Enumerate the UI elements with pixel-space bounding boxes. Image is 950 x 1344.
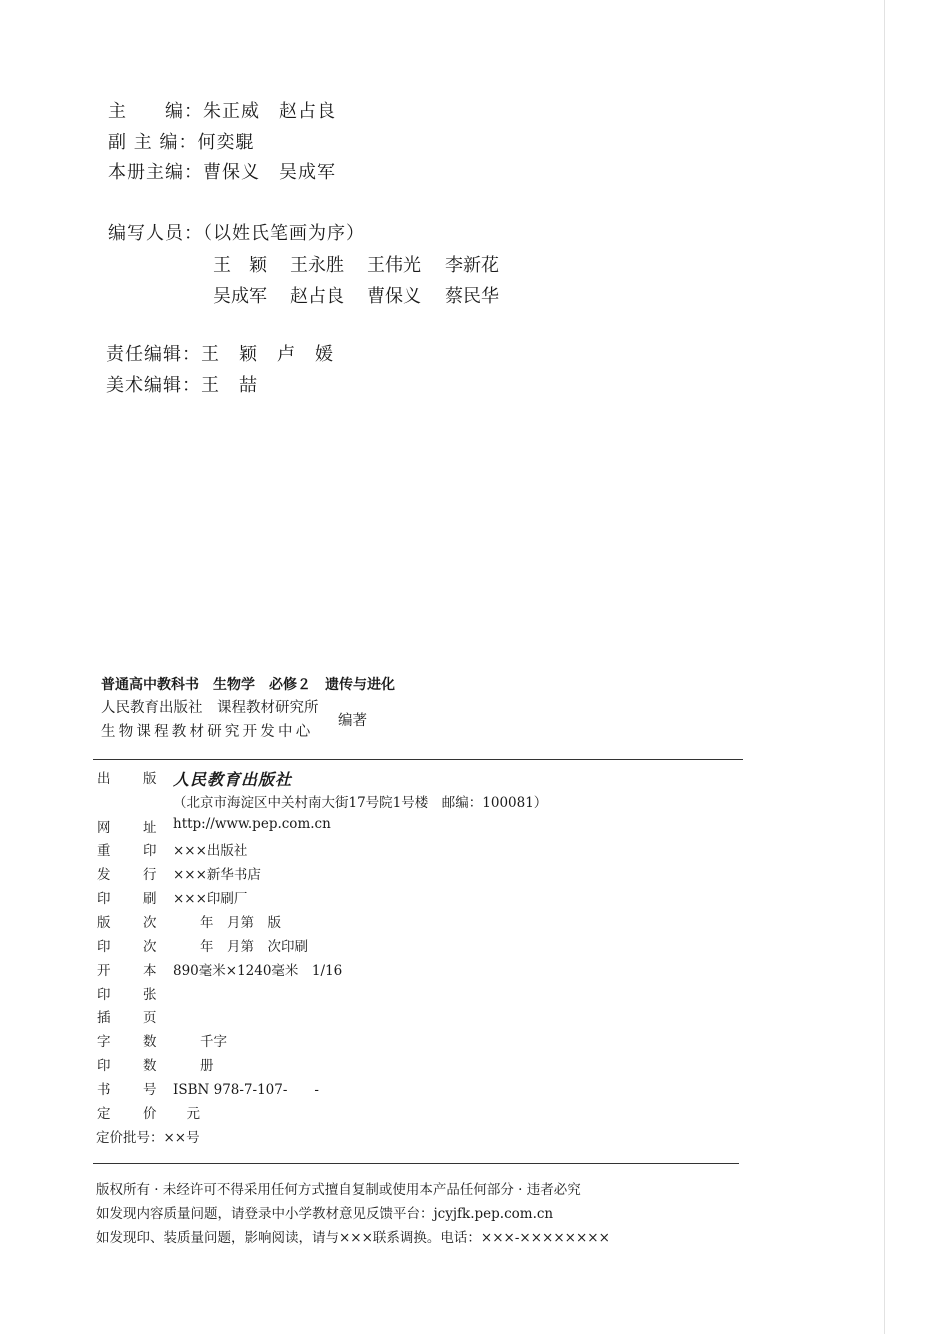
imprint-key-char2: 张 bbox=[143, 987, 157, 1003]
imprint-key-char1: 书 bbox=[97, 1082, 111, 1098]
imprint-value: ×××新华书店 bbox=[173, 867, 261, 883]
volume-editor-label: 本册主编： bbox=[108, 162, 203, 183]
imprint-key-char2: 价 bbox=[143, 1106, 157, 1122]
book-title: 普通高中教科书 生物学 必修２ 遗传与进化 bbox=[101, 677, 395, 693]
imprint-value: 册 bbox=[173, 1058, 214, 1074]
writer-name: 李新花 bbox=[445, 255, 499, 276]
imprint-value: 千字 bbox=[173, 1034, 227, 1050]
writer-name: 吴成军 bbox=[213, 286, 267, 307]
art-editor-line bbox=[106, 371, 258, 397]
imprint-value: http://www.pep.com.cn bbox=[173, 816, 331, 832]
art-editor-names: 王 喆 bbox=[201, 375, 258, 396]
imprint-key-char1: 印 bbox=[97, 939, 111, 955]
volume-editor-line bbox=[108, 158, 336, 184]
imprint-key-char1: 字 bbox=[97, 1034, 111, 1050]
imprint-key-char1: 印 bbox=[97, 1058, 111, 1074]
divider-top bbox=[93, 759, 743, 760]
imprint-key-char1: 发 bbox=[97, 867, 111, 883]
writers-note: （以姓氏笔画为序） bbox=[203, 223, 365, 244]
publisher-line-2: 生物课程教材研究开发中心 bbox=[101, 724, 314, 740]
imprint-key-char2: 行 bbox=[143, 867, 157, 883]
imprint-key-char2: 数 bbox=[143, 1034, 157, 1050]
responsible-editor-label: 责任编辑： bbox=[106, 344, 201, 365]
imprint-key-char1: 插 bbox=[97, 1010, 111, 1026]
writer-name: 王伟光 bbox=[367, 255, 421, 276]
writer-name: 曹保义 bbox=[367, 286, 421, 307]
copyright-notice: 版权所有 · 未经许可不得采用任何方式擅自复制或使用本产品任何部分 · 违者必究 bbox=[96, 1182, 581, 1198]
imprint-key-char2: 次 bbox=[143, 939, 157, 955]
imprint-key-char2: 址 bbox=[143, 820, 157, 836]
divider-bottom bbox=[93, 1163, 739, 1164]
imprint-key-char1: 出 bbox=[97, 771, 111, 787]
imprint-value: ×××出版社 bbox=[173, 843, 248, 859]
print-feedback-notice: 如发现印、装质量问题，影响阅读，请与×××联系调换。电话：×××-×××××××× bbox=[96, 1230, 610, 1246]
imprint-key-char2: 刷 bbox=[143, 891, 157, 907]
imprint-key-char2: 号 bbox=[143, 1082, 157, 1098]
art-editor-label: 美术编辑： bbox=[106, 375, 201, 396]
imprint-value: 年 月第 版 bbox=[173, 915, 281, 931]
imprint-value: 890毫米×1240毫米 1/16 bbox=[173, 963, 343, 979]
writer-name: 王 颖 bbox=[213, 255, 267, 276]
imprint-key-char1: 印 bbox=[97, 891, 111, 907]
imprint-value: 元 bbox=[173, 1106, 200, 1122]
compiled-by-label: 编著 bbox=[338, 713, 367, 729]
imprint-key-char2: 印 bbox=[143, 843, 157, 859]
volume-editor-names: 曹保义 吴成军 bbox=[203, 162, 336, 183]
responsible-editor-line bbox=[106, 340, 334, 366]
content-feedback-notice: 如发现内容质量问题，请登录中小学教材意见反馈平台：jcyjfk.pep.com.cn bbox=[96, 1206, 554, 1222]
imprint-value: （北京市海淀区中关村南大街17号院1号楼 邮编：100081） bbox=[173, 795, 548, 811]
chief-editor-line bbox=[108, 97, 336, 123]
imprint-key-char1: 印 bbox=[97, 987, 111, 1003]
writers-label: 编写人员： bbox=[108, 223, 203, 244]
imprint-key-char2: 次 bbox=[143, 915, 157, 931]
deputy-editor-line bbox=[108, 128, 254, 154]
imprint-key-char1: 定 bbox=[97, 1106, 111, 1122]
price-approval: 定价批号：××号 bbox=[96, 1130, 200, 1146]
imprint-key-char1: 重 bbox=[97, 843, 111, 859]
deputy-editor-names: 何奕騉 bbox=[197, 132, 255, 153]
imprint-value: ISBN 978-7-107- - bbox=[173, 1082, 319, 1098]
writers-line bbox=[108, 219, 365, 245]
imprint-value: 年 月第 次印刷 bbox=[173, 939, 308, 955]
imprint-value: ×××印刷厂 bbox=[173, 891, 248, 907]
imprint-key-char2: 页 bbox=[143, 1010, 157, 1026]
imprint-key-char1: 版 bbox=[97, 915, 111, 931]
imprint-key-char2: 版 bbox=[143, 771, 157, 787]
scan-margin bbox=[0, 1334, 950, 1344]
imprint-key-char1: 网 bbox=[97, 820, 111, 836]
writer-name: 蔡民华 bbox=[445, 286, 499, 307]
writer-name: 赵占良 bbox=[290, 286, 344, 307]
imprint-key-char2: 本 bbox=[143, 963, 157, 979]
chief-editor-label: 主 编： bbox=[108, 101, 203, 122]
imprint-key-char2: 数 bbox=[143, 1058, 157, 1074]
publisher-line-1: 人民教育出版社 课程教材研究所 bbox=[101, 700, 319, 716]
chief-editor-names: 朱正威 赵占良 bbox=[203, 101, 336, 122]
responsible-editor-names: 王 颖 卢 媛 bbox=[201, 344, 334, 365]
deputy-editor-label: 副 主 编： bbox=[108, 132, 198, 153]
writer-name: 王永胜 bbox=[290, 255, 344, 276]
imprint-key-char1: 开 bbox=[97, 963, 111, 979]
publisher-logo: 人民教育出版社 bbox=[173, 770, 293, 789]
